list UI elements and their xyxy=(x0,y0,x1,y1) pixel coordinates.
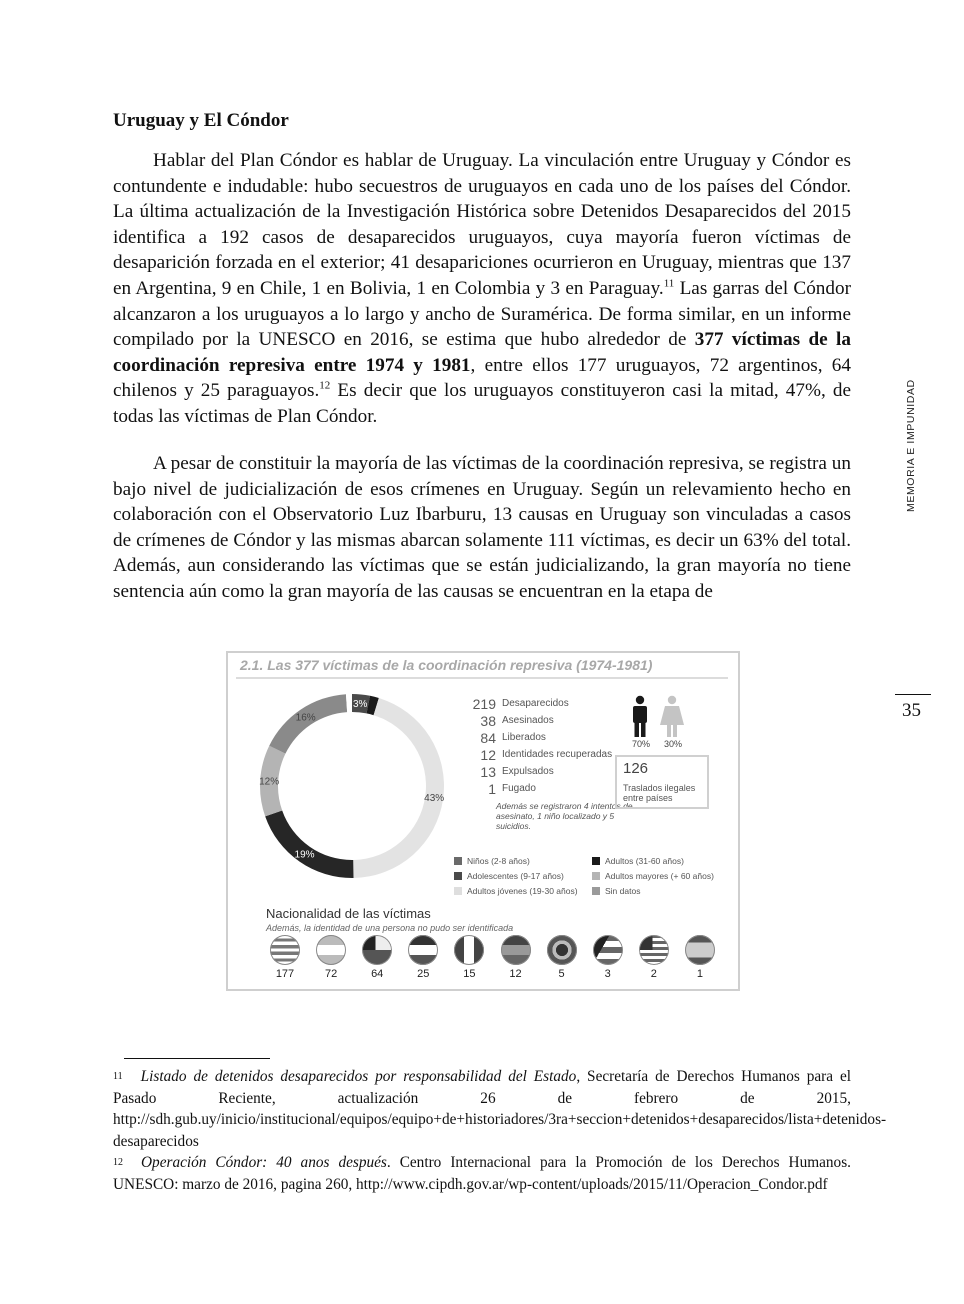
female-figure-icon xyxy=(660,696,684,737)
legend-swatch xyxy=(592,857,600,865)
infographic xyxy=(226,651,740,991)
peru-flag-icon xyxy=(454,935,484,965)
footnote-text: . Centro Internacional para la Promoción de los Derechos Humanos. UNESCO: marzo de 2016, pagina 260, http://www.cipdh.gov.ar/wp-content/uploads/2015/11/Operacion_Condor.pdf xyxy=(113,1154,851,1193)
cuba-flag-icon xyxy=(593,935,623,965)
spain-flag-icon xyxy=(685,935,715,965)
male-figure-icon xyxy=(633,696,647,737)
page-number-rule xyxy=(895,694,931,695)
stat-label: Identidades recuperadas xyxy=(502,749,613,760)
stat-number: 84 xyxy=(480,729,496,746)
stat-label: Asesinados xyxy=(502,715,554,726)
brazil-flag-icon xyxy=(547,935,577,965)
paragraph-1-bold: 377 víctimas de la coordinación represiva entre 1974 y 1981 xyxy=(113,329,851,376)
running-header: MEMORIA E IMPUNIDAD xyxy=(905,379,917,512)
stat-row xyxy=(468,746,618,763)
donut-segment-label: 19% xyxy=(294,849,315,861)
donut-segment xyxy=(265,810,353,878)
paraguay-flag-icon xyxy=(408,935,438,965)
nationality-count: 2 xyxy=(650,968,657,980)
age-donut-chart xyxy=(257,691,447,881)
paragraph-2 xyxy=(113,451,851,605)
legend-swatch xyxy=(592,887,600,895)
footnote-11 xyxy=(113,1066,887,1152)
paragraph-1-text-b: Las garras del Cóndor alcanzaron a los uruguayos a lo largo y ancho de Suramérica. De forma similar, en un informe compilado por la UNESCO en 2016, se estima que hubo alrededor de xyxy=(113,277,851,351)
footnote-title: Operación Cóndor: 40 anos después xyxy=(141,1154,387,1171)
page-number: 35 xyxy=(902,700,921,721)
footnote-number: 12 xyxy=(113,1157,123,1168)
footnote-ref-12[interactable]: 12 xyxy=(319,379,331,392)
nationality-count: 5 xyxy=(558,968,565,980)
chile-flag-icon xyxy=(362,935,392,965)
footnotes xyxy=(113,1066,887,1195)
stat-label: Fugado xyxy=(502,783,536,794)
footnote-number: 11 xyxy=(113,1071,123,1082)
legend-label: Adolescentes (9-17 años) xyxy=(467,871,564,881)
male-percentage: 70% xyxy=(632,739,651,749)
nationality-count: 3 xyxy=(604,968,611,980)
legend-item xyxy=(454,856,530,866)
traslados-box xyxy=(615,755,709,809)
stat-label: Expulsados xyxy=(502,766,554,777)
footnote-rule xyxy=(124,1058,270,1059)
traslados-count: 126 xyxy=(623,760,649,777)
stat-number: 219 xyxy=(472,695,496,712)
legend-swatch xyxy=(454,887,462,895)
nationality-count: 72 xyxy=(324,968,338,980)
stat-row xyxy=(468,695,618,712)
footnote-ref-11[interactable]: 11 xyxy=(663,277,675,290)
section-title: Uruguay y El Cóndor xyxy=(113,110,289,131)
stat-number: 1 xyxy=(488,780,496,797)
legend-item xyxy=(454,871,564,881)
legend-item xyxy=(592,856,684,866)
legend-item xyxy=(592,886,640,896)
stat-row xyxy=(468,729,618,746)
stat-number: 13 xyxy=(480,763,496,780)
footnote-12 xyxy=(113,1152,851,1195)
victim-status-list xyxy=(468,695,618,797)
usa-flag-icon xyxy=(639,935,669,965)
uruguay-flag-icon xyxy=(270,935,300,965)
paragraph-1-text-d: Es decir que los uruguayos constituyeron casi la mitad, 47%, de todas las víctimas de Plan Cóndor. xyxy=(113,380,851,427)
legend-label: Adultos mayores (+ 60 años) xyxy=(605,871,714,881)
infographic-title: 2.1. Las 377 víctimas de la coordinación represiva (1974-1981) xyxy=(240,657,653,673)
nationality-subtitle: Además, la identidad de una persona no pudo ser identificada xyxy=(266,923,514,933)
legend-item xyxy=(454,886,578,896)
nationality-count: 12 xyxy=(509,968,522,980)
legend-swatch xyxy=(454,857,462,865)
nationality-count: 64 xyxy=(371,968,384,980)
legend-item xyxy=(592,871,714,881)
nationality-title: Nacionalidad de las víctimas xyxy=(266,906,431,921)
footnote-title: Listado de detenidos desaparecidos por responsabilidad del Estado xyxy=(140,1068,577,1085)
traslados-label: Traslados ilegales entre países xyxy=(623,783,696,803)
paragraph-1 xyxy=(113,148,851,430)
donut-segment xyxy=(353,698,444,878)
female-percentage: 30% xyxy=(664,739,683,749)
donut-segment-label: 3% xyxy=(352,698,368,710)
bolivia-flag-icon xyxy=(501,935,531,965)
legend-label: Adultos jóvenes (19-30 años) xyxy=(467,886,578,896)
paragraph-2-text: A pesar de constituir la mayoría de las víctimas de la coordinación represiva, se registra un bajo nivel de judicialización de esos crímenes en Uruguay. Según un relevamiento hecho en colaboración con el Observatorio Luz Ibarburu, 13 causas en Uruguay son vinculadas a casos de crímenes de Cóndor y las mismas abarcan solamente 111 víctimas, es decir un 63% del total. Además, aun considerando las víctimas que se están judicializando, la gran mayoría no tiene sentencia aún como la gran mayoría de las causas se encuentran en la etapa de xyxy=(113,453,851,602)
stat-row xyxy=(468,780,618,797)
donut-segment-label: 16% xyxy=(295,712,316,724)
legend-label: Sin datos xyxy=(605,886,641,896)
stat-row xyxy=(468,712,618,729)
stat-number: 38 xyxy=(480,712,496,729)
donut-segment-label: 12% xyxy=(259,776,280,788)
nationality-count: 177 xyxy=(275,968,295,980)
stat-label: Liberados xyxy=(502,732,546,743)
nationality-count: 1 xyxy=(696,968,703,980)
infographic-title-rule xyxy=(236,677,728,679)
legend-swatch xyxy=(592,872,600,880)
nationality-count: 15 xyxy=(463,968,476,980)
paragraph-1-text-a: Hablar del Plan Cóndor es hablar de Uruguay. La vinculación entre Uruguay y Cóndor es contundente e indudable: hubo secuestros de uruguayos en cada uno de los países del Cóndor. La última actualización de la Investigación Histórica sobre Detenidos Desaparecidos del 2015 identifica a 192 casos de desaparecidos uruguayos, cuya mayoría fueron víctimas de desaparición forzada en el exterior; 41 desapariciones ocurrieron en Uruguay, mientras que 137 en Argentina, 9 en Chile, 1 en Bolivia, 1 en Colombia y 3 en Paraguay. xyxy=(113,150,851,299)
donut-segment-label: 43% xyxy=(424,793,445,805)
gender-figures xyxy=(628,695,688,739)
stat-number: 12 xyxy=(480,746,496,763)
paragraph-1-text-c: , entre ellos 177 uruguayos, 72 argentinos, 64 chilenos y 25 paraguayos. xyxy=(113,354,851,402)
stat-label: Desaparecidos xyxy=(502,698,569,709)
argentina-flag-icon xyxy=(316,935,346,965)
legend-label: Adultos (31-60 años) xyxy=(605,856,684,866)
donut-segment xyxy=(269,694,347,753)
legend-label: Niños (2-8 años) xyxy=(467,856,530,866)
stat-row xyxy=(468,763,618,780)
stats-note: Además se registraron 4 intentos de asesinato, 1 niño localizado y 5 suicidios. xyxy=(496,801,633,831)
legend-swatch xyxy=(454,872,462,880)
footnote-text: , Secretaría de Derechos Humanos para el Pasado Reciente, actualización 26 de febrero de 2015, http://sdh.gub.uy/inicio/institucional/equipos/equipo+de+historiadores/3ra+seccion+detenidos+desaparecidos/lista+detenidos- desaparecidos xyxy=(113,1068,887,1150)
nationality-count: 25 xyxy=(417,968,430,980)
